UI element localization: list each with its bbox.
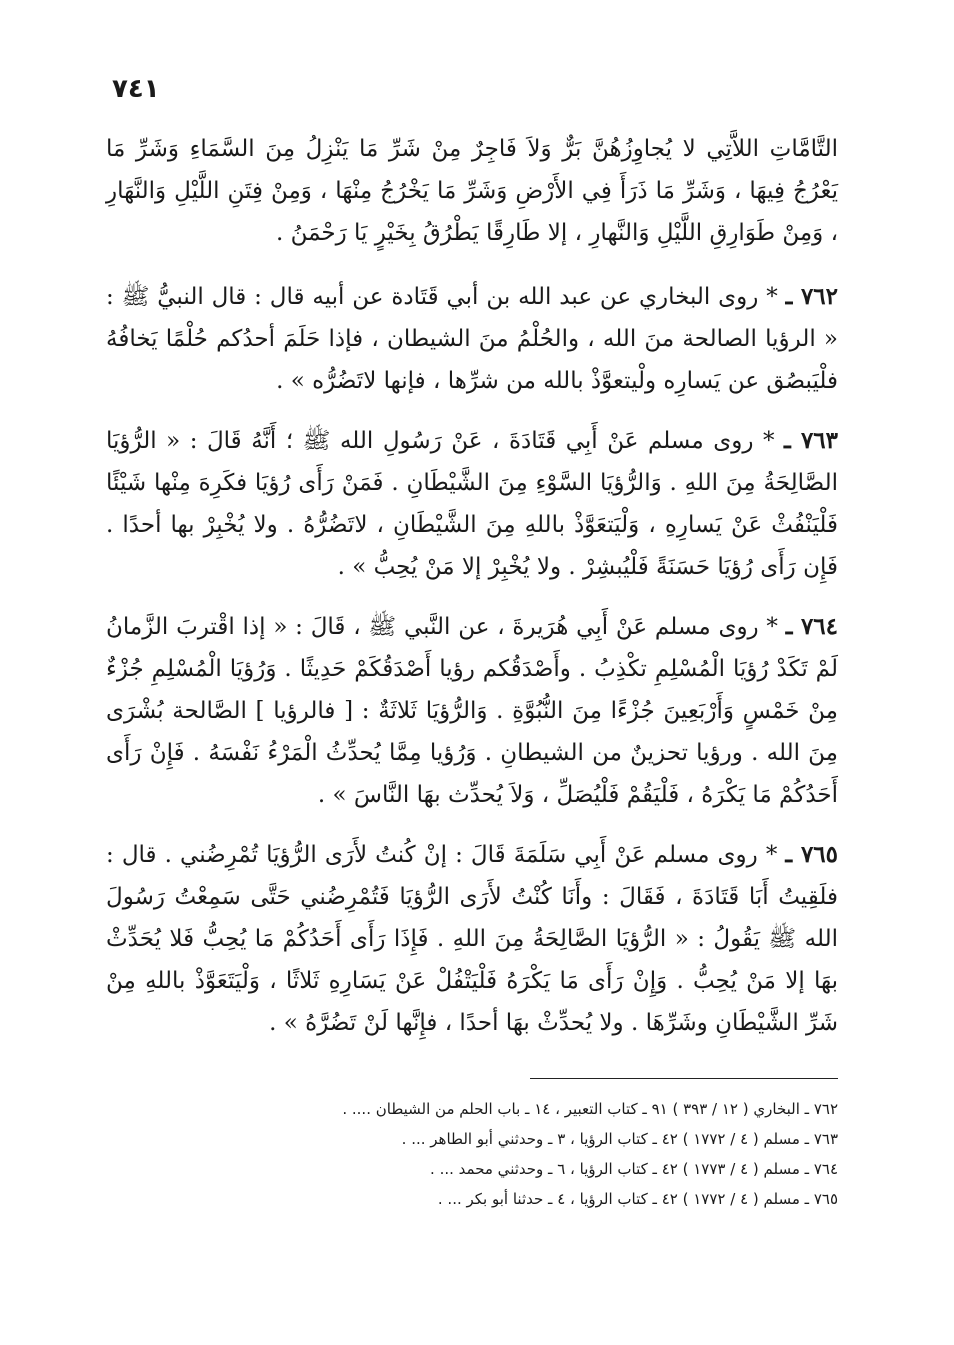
footnote-762: ٧٦٢ ـ البخاري ( ١٢ / ٣٩٣ ) ٩١ ـ كتاب التعبير ، ١٤ ـ باب الحلم من الشيطان .... . xyxy=(342,1100,838,1118)
hadith-number: ٧٦٢ ـ xyxy=(785,283,839,310)
footnotes xyxy=(300,1094,838,1214)
main-text xyxy=(106,128,838,1062)
page-number: ٧٤١ xyxy=(112,74,160,104)
hadith-text: * روى مسلم عَنْ أَبِي قَتَادَةَ ، عَنْ رَسُولِ الله ﷺ ؛ أَنَّهُ قَالَ : « الرُّؤيَا الصَّالِحَةُ مِنَ اللهِ . وَالرُّؤيَا السَّوْءِ مِنَ الشَّيْطَانِ . فَمَنْ رَأَى رُؤيَا فكَرِهَ مِنْها شَيْئًا فَلْيَنْفُثْ عَنْ يَسارِهِ ، وَلْيَتعَوَّذْ باللهِ مِنَ الشَّيْطَانِ ، لاتَضُرُّهُ . ولا يُخْبِرْ بها أحدًا . فَإِن رَأَى رُؤيَا حَسَنَةً فَلْيُبشِرْ . ولا يُخْبِرْ إلا مَنْ يُحِبُّ » . xyxy=(106,428,838,580)
hadith-number: ٧٦٣ ـ xyxy=(783,427,838,454)
footnote-764: ٧٦٤ ـ مسلم ( ٤ / ١٧٧٣ ) ٤٢ ـ كتاب الرؤيا ، ٦ ـ وحدثني محمد ... . xyxy=(430,1160,838,1178)
hadith-number: ٧٦٤ ـ xyxy=(785,613,838,640)
hadith-762 xyxy=(106,276,838,402)
footnote-765: ٧٦٥ ـ مسلم ( ٤ / ١٧٧٢ ) ٤٢ ـ كتاب الرؤيا ، ٤ ـ حدثنا أبو بكر ... . xyxy=(437,1190,838,1208)
hadith-text: * روى مسلم عَنْ أَبِي سَلَمَةَ قَالَ : إنْ كُنتُ لأَرَى الرُّؤيَا تُمْرِضُني . قال : فلَقِيتُ أَبَا قَتَادَةَ ، فَقَالَ : وأَنَا كُنْتُ لأَرَى الرُّؤيَا فَتُمْرِضُني حَتَّى سَمِعْتُ رَسُولَ الله ﷺ يَقُولُ : « الرُّؤيَا الصَّالِحَةُ مِنَ اللهِ . فَإِذَا رَأَى أَحَدُكُمْ مَا يُحِبُّ فَلا يُحَدِّثْ بهَا إلا مَنْ يُحِبُّ . وَإِنْ رَأَى مَا يَكْرَهُ فَلْيَتْفُلْ عَنْ يَسَارِهِ ثَلاثًا ، وَلْيَتَعَوَّذْ باللهِ مِنْ شَرِّ الشَّيْطَانِ وشَرِّهَا . ولا يُحدِّثْ بهَا أحدًا ، فإِنَّها لَنْ تَضُرَّهُ » . xyxy=(106,842,838,1036)
hadith-763 xyxy=(106,420,838,588)
hadith-764 xyxy=(106,606,838,816)
hadith-text: * روى البخاري عن عبد الله بن أبي قَتَادة عن أبيه قال : قال النبيُّ ﷺ : « الرؤيا الصالحة منَ الله ، والحُلْمُ منَ الشيطان ، فإذا حَلَمَ أحدُكم حُلْمًا يَخافُهُ فلْيَبصُق عن يَسارِه ولْيتعوَّذْ بالله من شرِّها ، فإنها لاتَضُرُّه » . xyxy=(106,284,838,394)
intro-paragraph: التَّامَّاتِ اللاَّتِي لا يُجاوِزُهُنَّ بَرٌّ وَلاَ فَاجِرٌ مِنْ شَرِّ مَا يَنْزِلُ مِنَ السَّمَاءِ وَشَرِّ مَا يَعْرُجُ فِيهَا ، وَشَرِّ مَا ذَرَأَ فِي الأَرْضِ وَشَرِّ مَا يَخْرُجُ مِنْهَا ، وَمِنْ فِتَنِ اللَّيْلِ وَالنَّهَارِ ، وَمِنْ طَوَارِقِ اللَّيْلِ وَالنَّهارِ ، إلا طَارِقًا يَطْرُقُ بِخَيْرٍ يَا رَحْمَنُ . xyxy=(106,136,838,246)
hadith-text: * روى مسلم عَنْ أَبِي هُرَيرةَ ، عن النَّبي ﷺ ، قَالَ : « إذا اقْتربَ الزَّمانُ لَمْ تَكَدْ رُؤيَا الْمُسْلِمِ تكْذِبُ . وأَصْدَقُكم رؤيا أَصْدَقُكَمْ حَدِيثًا . وَرُؤيَا الْمُسْلِمِ جُزْءٌ مِنْ خَمْسٍ وَأَرْبَعِينَ جُزْءًا مِنَ النُّبُوَّةِ . وَالرُّؤيَا ثَلاثَةٌ : [ فالرؤيا ] الصَّالحة بُشْرَى مِنَ الله . ورؤيا تحزينٌ من الشيطانِ . وَرُؤيا مِمَّا يُحدِّثُ الْمَرْءُ نَفْسَهُ . فَإِنْ رَأَى أَحَدُكُمْ مَا يَكْرَهُ ، فَلْيَقُمْ فَلْيُصَلِّ ، وَلاَ يُحدِّث بهَا النَّاسَ » . xyxy=(106,614,838,808)
hadith-number: ٧٦٥ ـ xyxy=(785,841,839,868)
hadith-765 xyxy=(106,834,838,1044)
footnote-divider xyxy=(530,1078,838,1079)
footnote-763: ٧٦٣ ـ مسلم ( ٤ / ١٧٧٢ ) ٤٢ ـ كتاب الرؤيا ، ٣ ـ وحدثني أبو الطاهر ... . xyxy=(401,1130,838,1148)
